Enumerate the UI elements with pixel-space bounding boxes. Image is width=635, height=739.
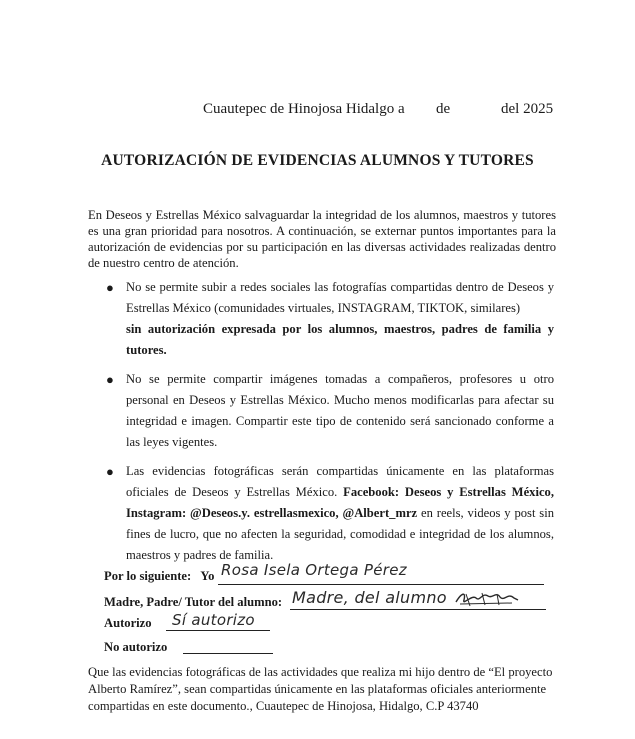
autorizo-handwritten-value: Sí autorizo (172, 611, 255, 629)
yo-signature-line[interactable] (218, 584, 544, 585)
closing-paragraph: Que las evidencias fotográficas de las actividades que realiza mi hijo dentro de “El proyecto Alberto Ramírez”, sean compartidas únicamente en las plataformas oficiales anteriormente compartidas en este documento., Cuautepec de Hinojosa, Hidalgo, C.P 43740 (88, 665, 553, 713)
no-autorizo-line[interactable] (183, 653, 273, 654)
form-row-madre (104, 595, 282, 610)
yo-label: Yo (200, 569, 215, 583)
bullet-2-text: No se permite compartir imágenes tomadas a compañeros, profesores u otro personal en Deseos y Estrellas México. Mucho menos modificarlas para afectar su integridad e imagen. Compartir este tipo de contenido será sancionado conforme a las leyes vigentes. (126, 372, 554, 449)
rules-list (104, 277, 554, 574)
bullet-1-text: No se permite subir a redes sociales las fotografías compartidas dentro de Deseos y Estrellas México (comunidades virtuales, INSTAGRAM, TIKTOK, similares) (126, 280, 554, 315)
yo-handwritten-value: Rosa Isela Ortega Pérez (221, 561, 407, 579)
list-item (104, 277, 554, 361)
form-row-autorizo (104, 616, 152, 631)
date-year: del 2025 (501, 101, 554, 117)
form-row-yo (104, 569, 214, 584)
bullet-icon: ● (106, 464, 114, 479)
bullet-icon: ● (106, 280, 114, 295)
madre-handwritten-value: Madre, del alumno (292, 588, 447, 607)
bullet-1-bold: sin autorización expresada por los alumnos, maestros, padres de familia y tutores. (126, 322, 554, 357)
por-lo-siguiente-label: Por lo siguiente: (104, 569, 192, 583)
date-place-prefix: Cuautepec de Hinojosa Hidalgo a (203, 101, 405, 117)
list-item (104, 461, 554, 566)
document-title: AUTORIZACIÓN DE EVIDENCIAS ALUMNOS Y TUTORES (101, 152, 534, 169)
signature-scribble-icon (452, 588, 522, 610)
date-de: de (436, 101, 451, 117)
bullet-3-pre: Las evidencias fotográficas serán compartidas únicamente en las plataformas oficiales de Deseos y Estrellas México. (126, 464, 554, 499)
bullet-3-post: en reels, videos y post sin fines de lucro, que no afecten la seguridad, comodidad e integridad de los alumnos, maestros y padres de familia. (126, 506, 555, 562)
intro-paragraph: En Deseos y Estrellas México salvaguardar la integridad de los alumnos, maestros y tutores es una gran prioridad para nosotros. A continuación, se externar puntos importantes para la autorización de evidencias por su participación en las diversas actividades realizadas dentro de nuestro centro de atención. (88, 208, 556, 270)
form-row-no-autorizo (104, 640, 167, 655)
madre-label: Madre, Padre/ Tutor del alumno: (104, 595, 283, 609)
bullet-3-bold: Facebook: Deseos y Estrellas México, Instagram: @Deseos.y. estrellasmexico, @Albert_mrz (126, 485, 554, 520)
bullet-icon: ● (106, 372, 114, 387)
list-item (104, 369, 554, 453)
no-autorizo-label: No autorizo (104, 640, 168, 654)
autorizo-line[interactable] (166, 630, 270, 631)
date-line (0, 101, 635, 123)
autorizo-label: Autorizo (104, 616, 152, 630)
